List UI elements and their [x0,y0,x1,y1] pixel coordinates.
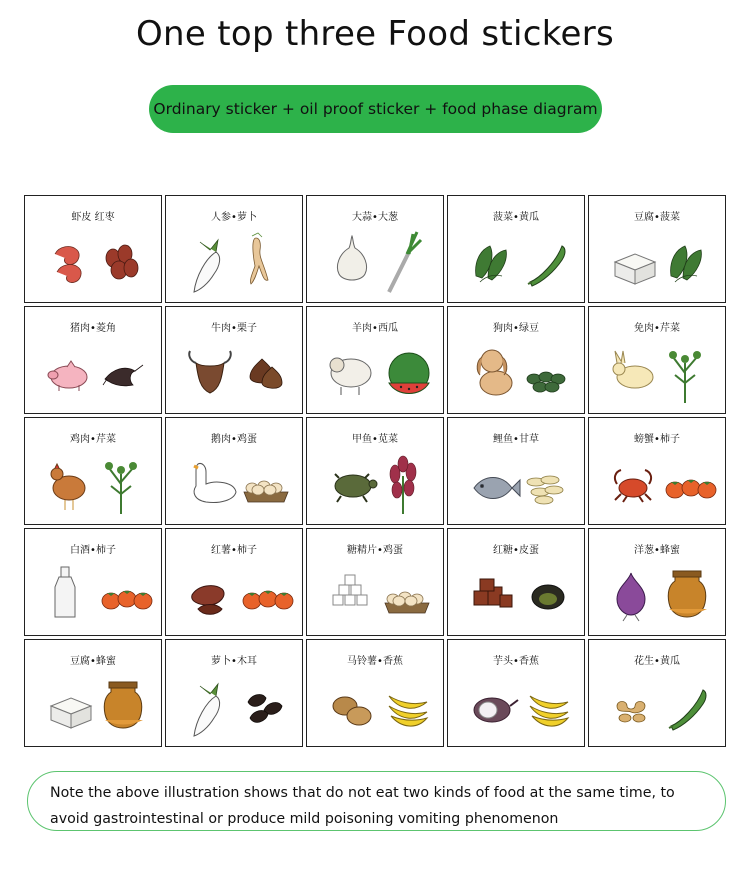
food-sticker-card [306,417,444,525]
food-illustration [589,446,725,518]
food-sticker-card [24,417,162,525]
food-sticker-label: 人参•萝卜 [211,212,257,223]
food-sticker-label: 红薯•柿子 [211,545,257,556]
food-illustration [589,335,725,407]
food-sticker-label: 狗肉•绿豆 [493,323,539,334]
food-illustration [166,224,302,296]
radish-icon [194,240,220,292]
honey-jar-icon [668,571,707,617]
food-sticker-label: 萝卜•木耳 [211,656,257,667]
page-title: One top three Food stickers [135,14,615,54]
century-egg-icon [532,585,564,609]
food-sticker-card [165,306,303,414]
food-sticker-card [306,306,444,414]
goose-icon [194,463,236,502]
sheep-icon [330,358,371,395]
food-sticker-label: 花生•黄瓜 [634,656,680,667]
food-sticker-card [24,195,162,303]
bull-icon [189,351,231,393]
food-sticker-card [165,639,303,747]
banana-icon [389,696,427,726]
food-illustration [166,335,302,407]
food-sticker-label: 大蒜•大葱 [352,212,398,223]
sweet-potato-icon [192,586,224,615]
taro-icon [474,698,518,722]
food-sticker-label: 虾皮 红枣 [71,212,115,223]
honey-jar-icon [104,682,143,728]
food-illustration [166,668,302,740]
food-sticker-card [306,528,444,636]
food-sticker-card [447,528,585,636]
food-sticker-card [24,639,162,747]
food-sticker-label: 糖精片•鸡蛋 [347,545,403,556]
chestnut-icon [250,359,282,388]
food-sticker-card [588,639,726,747]
food-sticker-label: 螃蟹•柿子 [634,434,680,445]
food-sticker-card [588,417,726,525]
food-illustration [307,335,443,407]
food-sticker-label: 菠菜•黄瓜 [493,212,539,223]
food-illustration [25,224,161,296]
food-illustration [25,668,161,740]
onion-icon [617,573,645,621]
turtle-icon [335,474,377,502]
celery-icon [669,351,701,403]
food-sticker-label: 马铃薯•香蕉 [347,656,403,667]
food-illustration [166,446,302,518]
food-illustration [307,557,443,629]
persimmon-icon [666,480,716,498]
food-sticker-card [165,528,303,636]
food-sticker-card [24,306,162,414]
food-sticker-label: 羊肉•西瓜 [352,323,398,334]
food-illustration [307,224,443,296]
food-illustration [589,557,725,629]
food-sticker-label: 白酒•柿子 [70,545,116,556]
banana-icon [530,696,568,726]
food-sticker-card [588,306,726,414]
tofu-icon [615,254,655,284]
potato-icon [333,697,371,725]
food-sticker-card [447,306,585,414]
food-sticker-label: 红糖•皮蛋 [493,545,539,556]
licorice-icon [527,476,563,504]
food-illustration [448,446,584,518]
spinach-icon [476,246,507,282]
food-sticker-card [588,195,726,303]
saccharin-icon [333,575,367,605]
shrimp-icon [55,247,81,283]
liquor-bottle-icon [55,567,75,617]
peanut-icon [617,702,645,723]
food-illustration [25,557,161,629]
food-sticker-label: 鹅肉•鸡蛋 [211,434,257,445]
food-illustration [448,335,584,407]
food-sticker-label: 芋头•香蕉 [493,656,539,667]
cucumber-icon [669,690,706,730]
food-sticker-label: 洋葱•蜂蜜 [634,545,680,556]
pig-icon [48,361,87,391]
food-sticker-card [24,528,162,636]
food-sticker-card [447,195,585,303]
persimmon-icon [102,591,152,609]
food-illustration [307,446,443,518]
dog-icon [477,350,512,395]
chicken-icon [51,464,85,510]
food-illustration [25,446,161,518]
food-sticker-card [588,528,726,636]
radish-icon [194,684,220,736]
food-sticker-card [165,195,303,303]
subtitle-pill: Ordinary sticker + oil proof sticker + food phase diagram [149,85,602,133]
garlic-icon [337,236,366,280]
food-sticker-label: 鸡肉•芹菜 [70,434,116,445]
food-sticker-card [306,195,444,303]
ginseng-icon [250,233,268,284]
amaranth-icon [390,456,416,514]
food-sticker-label: 鲤鱼•甘草 [493,434,539,445]
eggs-icon [244,481,288,502]
food-sticker-label: 甲鱼•苋菜 [352,434,398,445]
tofu-icon [51,698,91,728]
food-illustration [25,335,161,407]
food-sticker-label: 牛肉•栗子 [211,323,257,334]
brown-sugar-icon [474,579,512,607]
crab-icon [615,470,651,502]
food-illustration [166,557,302,629]
food-sticker-label: 豆腐•蜂蜜 [70,656,116,667]
food-illustration [448,557,584,629]
food-illustration [448,224,584,296]
food-sticker-label: 免肉•芹菜 [634,323,680,334]
mung-bean-icon [527,372,565,392]
food-sticker-card [447,417,585,525]
spinach-icon [671,246,702,282]
note-box: Note the above illustration shows that do not eat two kinds of food at the same time, to avoid gastrointestinal or produce mild poisoning vomiting phenomenon [27,771,726,831]
water-caltrop-icon [103,365,143,386]
food-illustration [448,668,584,740]
celery-icon [105,462,137,514]
scallion-icon [389,232,421,292]
red-dates-icon [106,245,138,279]
food-illustration [589,224,725,296]
food-sticker-card [447,639,585,747]
food-sticker-grid [24,195,727,745]
cucumber-icon [528,246,565,286]
food-sticker-card [165,417,303,525]
food-illustration [307,668,443,740]
food-illustration [589,668,725,740]
rabbit-icon [613,351,653,388]
food-sticker-card [306,639,444,747]
food-sticker-label: 豆腐•菠菜 [634,212,680,223]
watermelon-icon [389,353,429,394]
carp-icon [474,478,520,499]
food-sticker-label: 猪肉•菱角 [70,323,116,334]
persimmon-icon [243,591,293,609]
eggs-icon [385,592,429,613]
wood-ear-icon [248,695,282,723]
